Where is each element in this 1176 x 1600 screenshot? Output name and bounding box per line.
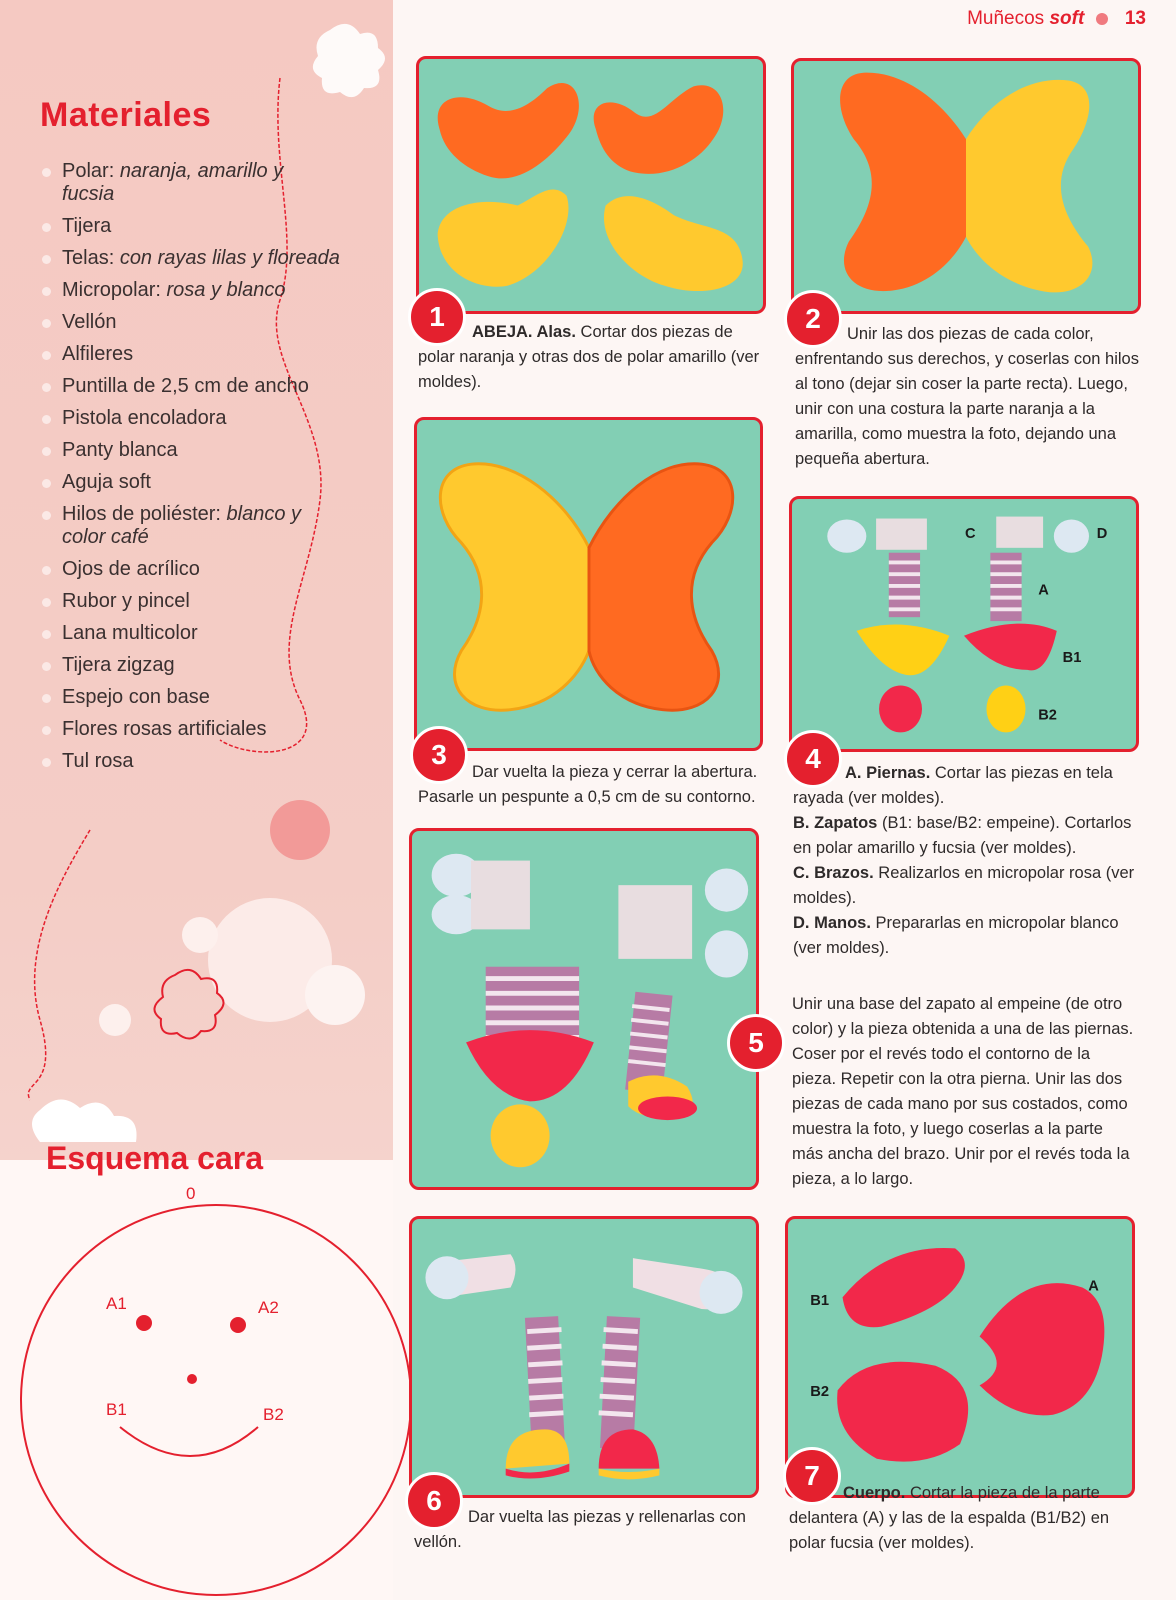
materials-item-label: Pistola encoladora	[62, 407, 227, 429]
step-5-caption	[792, 992, 1137, 1192]
step-2-photo	[791, 58, 1141, 314]
step-6-photo	[409, 1216, 759, 1498]
materials-item-label: Flores rosas artificiales	[62, 718, 267, 740]
materials-item	[40, 750, 340, 773]
step-1-caption	[418, 320, 768, 395]
eye-point-a2	[230, 1317, 246, 1333]
step-4-badge: 4	[784, 730, 842, 788]
step-4-caption	[793, 761, 1143, 961]
step-2-caption	[795, 322, 1140, 472]
materials-item-label: Puntilla de 2,5 cm de ancho	[62, 375, 309, 397]
materials-item-label: Hilos de poliéster:	[62, 503, 221, 525]
materials-item-label: Tul rosa	[62, 750, 134, 772]
materials-item-label: Micropolar:	[62, 279, 161, 301]
step-1-photo	[416, 56, 766, 314]
materials-item	[40, 590, 340, 613]
face-label-a1: A1	[106, 1294, 127, 1313]
step-6-badge: 6	[405, 1472, 463, 1530]
step-6-text: Dar vuelta las piezas y rellenarlas con vellón.	[414, 1508, 746, 1551]
step-7-label-a: A	[1088, 1278, 1099, 1295]
step-7-label-b1: B1	[810, 1293, 830, 1310]
materials-item-label: Alfileres	[62, 343, 134, 365]
step-4-part-b-text: (B1: base/B2: empeine). Cortarlos en polar amarillo y fucsia (ver moldes).	[793, 814, 1132, 857]
step-4-label-b2: B2	[1038, 707, 1057, 724]
materials-item-label: Panty blanca	[62, 439, 178, 461]
materials-item-detail: con rayas lilas y floreada	[119, 247, 340, 269]
materials-item-label: Espejo con base	[62, 686, 210, 708]
step-4-part-c-text: Realizarlos en micropolar rosa (ver moldes).	[793, 864, 1135, 907]
materials-title: Materiales	[40, 96, 212, 134]
step-3-text: Dar vuelta la pieza y cerrar la abertura. Pasarle un pespunte a 0,5 cm de su contorno.	[418, 763, 758, 806]
step-4-label-a: A	[1038, 582, 1049, 599]
step-4-label-d: D	[1096, 526, 1108, 543]
step-4-part-a-text: Cortar las piezas en tela rayada (ver moldes).	[793, 764, 1113, 807]
materials-item	[40, 375, 340, 398]
eye-point-a1	[136, 1315, 152, 1331]
materials-item	[40, 558, 340, 581]
face-outline	[21, 1205, 411, 1595]
step-4-part-d-title: D. Manos.	[793, 914, 871, 932]
page-number: 13	[1124, 8, 1146, 29]
step-1-title: ABEJA. Alas.	[472, 323, 576, 341]
materials-item	[40, 343, 340, 366]
materials-item-label: Rubor y pincel	[62, 590, 190, 612]
materials-item-detail: naranja, amarillo y fucsia	[62, 160, 284, 205]
step-4-label-c: C	[964, 526, 976, 543]
materials-item-detail: rosa y blanco	[166, 279, 286, 301]
materials-item-label: Lana multicolor	[62, 622, 198, 644]
face-label-top: 0	[186, 1185, 196, 1203]
header-dot-icon	[1096, 13, 1108, 25]
materials-item-detail: blanco y color café	[62, 503, 302, 548]
face-scheme-title: Esquema cara	[46, 1140, 264, 1176]
face-label-a2: A2	[258, 1298, 279, 1317]
materials-sidebar	[0, 0, 393, 1600]
step-7-caption	[789, 1481, 1134, 1556]
materials-item	[40, 439, 340, 462]
step-4-part-b-title: B. Zapatos	[793, 814, 878, 832]
step-4-photo	[789, 496, 1139, 752]
step-4-part-c-title: C. Brazos.	[793, 864, 874, 882]
materials-item	[40, 622, 340, 645]
materials-item-label: Polar:	[62, 160, 115, 182]
materials-item-label: Vellón	[62, 311, 117, 333]
step-1-badge: 1	[408, 288, 466, 346]
materials-item	[40, 160, 340, 206]
materials-item	[40, 279, 340, 302]
materials-item	[40, 407, 340, 430]
face-scheme-diagram	[16, 1185, 416, 1600]
step-7-text: Cortar la pieza de la parte delantera (A) y las de la espalda (B1/B2) en polar fucsia (ver moldes).	[789, 1484, 1110, 1552]
materials-item-label: Ojos de acrílico	[62, 558, 200, 580]
step-6-caption	[414, 1505, 754, 1555]
step-3-caption	[418, 760, 763, 810]
step-4-part-a-title: A. Piernas.	[845, 764, 931, 782]
step-2-badge: 2	[784, 290, 842, 348]
step-7-photo	[785, 1216, 1135, 1498]
materials-item-label: Aguja soft	[62, 471, 151, 493]
materials-item-label: Tijera zigzag	[62, 654, 175, 676]
materials-list	[40, 160, 340, 782]
step-7-badge: 7	[783, 1447, 841, 1505]
materials-item	[40, 686, 340, 709]
step-4-label-b1: B1	[1062, 650, 1082, 667]
magazine-name: Muñecos	[967, 8, 1045, 29]
step-3-badge: 3	[410, 726, 468, 784]
materials-item-label: Tijera	[62, 215, 112, 237]
step-5-photo	[409, 828, 759, 1190]
face-label-b2: B2	[263, 1405, 284, 1424]
mouth-curve	[120, 1427, 258, 1456]
face-label-b1: B1	[106, 1400, 127, 1419]
materials-item	[40, 247, 340, 270]
materials-item	[40, 654, 340, 677]
materials-item	[40, 215, 340, 238]
materials-item	[40, 311, 340, 334]
materials-item	[40, 503, 340, 549]
step-1-text: Cortar dos piezas de polar naranja y otras dos de polar amarillo (ver moldes).	[418, 323, 760, 391]
materials-item	[40, 718, 340, 741]
step-7-title: Cuerpo.	[843, 1484, 906, 1502]
page-header	[967, 8, 1146, 30]
step-5-text: Unir una base del zapato al empeine (de otro color) y la pieza obtenida a una de las piernas. Coser por el revés todo el contorno de la pieza. Repetir con la otra pierna. Unir las dos piezas de cada mano por sus costados, como muestra la foto, y luego coserlas a la parte más ancha del brazo. Unir por el revés toda la pieza, a lo largo.	[792, 995, 1134, 1188]
nose-point	[187, 1374, 197, 1384]
step-4-part-d-text: Prepararlas en micropolar blanco (ver moldes).	[793, 914, 1119, 957]
step-5-badge: 5	[727, 1014, 785, 1072]
step-3-photo	[414, 417, 763, 751]
materials-item-label: Telas:	[62, 247, 115, 269]
step-7-label-b2: B2	[810, 1384, 830, 1401]
magazine-name-soft: soft	[1049, 8, 1085, 29]
materials-item	[40, 471, 340, 494]
step-2-text: Unir las dos piezas de cada color, enfrentando sus derechos, y coserlas con hilos al tono (dejar sin coser la parte recta). Luego, unir con una costura la parte naranja a la amarilla, como muestra la foto, dejando una pequeña abertura.	[795, 325, 1139, 468]
